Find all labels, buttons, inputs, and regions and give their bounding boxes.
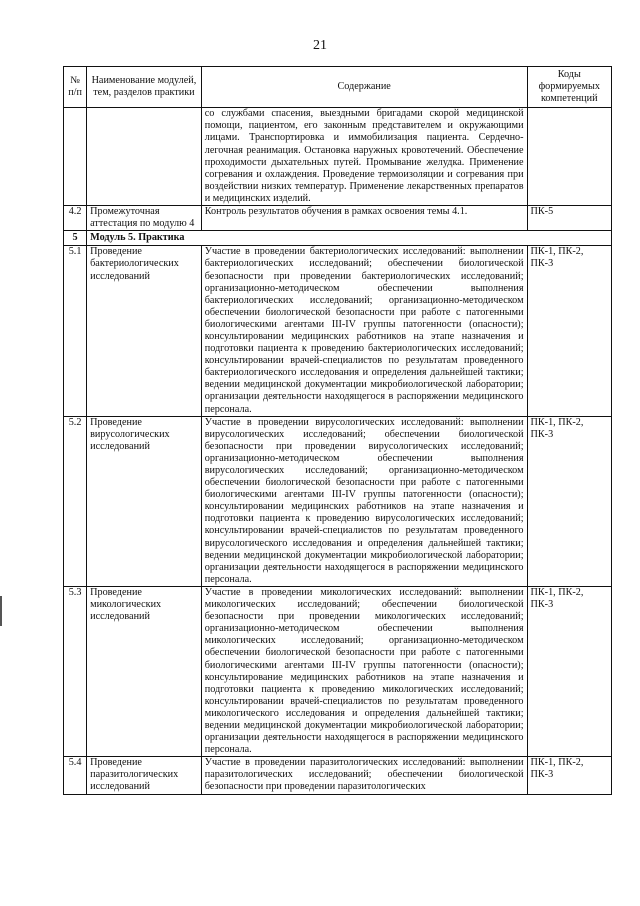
row-content: Контроль результатов обучения в рамках освоения темы 4.1. xyxy=(201,206,527,231)
row-codes: ПК-1, ПК-2, ПК-3 xyxy=(527,416,611,586)
module-5-row xyxy=(64,231,612,246)
header-name: Наименование модулей, тем, разделов практики xyxy=(87,67,202,108)
header-codes: Коды формируемых компетенций xyxy=(527,67,611,108)
row-content: Участие в проведении бактериологических исследований: выполнении бактериологических исследований; обеспечении биологической безопасности при проведении бактериологических исследований; организационно-методическом обеспечении выполнения бактериологических исследований; организационно-методическом обеспечении биологической безопасности при работе с патогенными биологическими агентами III-IV группы патогенности (опасности); консультировании медицинских работников на этапе назначения и подготовки пациента к проведению бактериологических исследований; консультировании врачей-специалистов по результатам проведенного бактериологического исследования и определения дальнейшей тактики; ведении медицинской документации микробиологической лаборатории; организации деятельности находящегося в распоряжении медицинского персонала. xyxy=(201,246,527,416)
table-row-5-3 xyxy=(64,586,612,756)
row-num: 5.4 xyxy=(64,757,87,794)
module-num: 5 xyxy=(64,231,87,246)
table-row-continuation xyxy=(64,108,612,206)
row-codes: ПК-1, ПК-2, ПК-3 xyxy=(527,246,611,416)
row-num: 4.2 xyxy=(64,206,87,231)
table-row-4-2 xyxy=(64,206,612,231)
header-num: № п/п xyxy=(64,67,87,108)
row-name: Проведение бактериологических исследований xyxy=(87,246,202,416)
table-header-row xyxy=(64,67,612,108)
page-number: 21 xyxy=(313,38,327,53)
row-content: Участие в проведении паразитологических исследований: выполнении паразитологических исследований; обеспечении биологической безопасности при проведении паразитологических xyxy=(201,757,527,794)
row-name: Проведение вирусологических исследований xyxy=(87,416,202,586)
row-content: Участие в проведении микологических исследований: выполнении микологических исследований; обеспечении биологической безопасности при проведении микологических исследований; организационно-методическом обеспечении выполнения микологических исследований; организационно-методическом обеспечении биологической безопасности при работе с патогенными биологическими агентами III-IV группы патогенности (опасности); консультирование медицинских работников на этапе назначения и подготовки пациента к проведению микологических исследований; консультировании врачей-специалистов по результатам проведенного микологического исследования и определения дальнейшей тактики; ведении медицинской документации микробиологической лаборатории; организации деятельности находящегося в распоряжении медицинского персонала. xyxy=(201,586,527,756)
row-name: Проведение паразитологических исследований xyxy=(87,757,202,794)
table-row-5-1 xyxy=(64,246,612,416)
curriculum-table xyxy=(63,66,612,795)
continuation-content: со службами спасения, выездными бригадами скорой медицинской помощи, пациентом, его законным представителем и окружающими лицами. Транспортировка и иммобилизация пациента. Сердечно-легочная реанимация. Остановка наружных кровотечений. Обеспечение проходимости дыхательных путей. Промывание желудка. Применение согревания и охлаждения. Проведение термоизоляции и согревания при воздействии низких температур. Применение лекарственных препаратов и медицинских изделий. xyxy=(201,108,527,206)
row-num: 5.2 xyxy=(64,416,87,586)
scan-edge-mark xyxy=(0,596,2,626)
table-row-5-2 xyxy=(64,416,612,586)
row-name: Промежуточная аттестация по модулю 4 xyxy=(87,206,202,231)
header-content: Содержание xyxy=(201,67,527,108)
table-row-5-4 xyxy=(64,757,612,794)
row-codes: ПК-1, ПК-2, ПК-3 xyxy=(527,757,611,794)
row-content: Участие в проведении вирусологических исследований: выполнении вирусологических исследований; обеспечении биологической безопасности при проведении вирусологических исследований; организационно-методическом обеспечении выполнения вирусологических исследований; организационно-методическом обеспечении биологической безопасности при работе с патогенными биологическими агентами III-IV группы патогенности (опасности); консультировании медицинских работников на этапе назначения и подготовки пациента к проведению вирусологических исследований; консультировании врачей-специалистов по результатам проведенного вирусологического исследования и определения дальнейшей тактики; ведении медицинской документации микробиологической лаборатории; организации деятельности находящегося в распоряжении медицинского персонала. xyxy=(201,416,527,586)
row-num: 5.1 xyxy=(64,246,87,416)
module-title: Модуль 5. Практика xyxy=(87,231,612,246)
row-name: Проведение микологических исследований xyxy=(87,586,202,756)
row-num: 5.3 xyxy=(64,586,87,756)
row-codes: ПК-1, ПК-2, ПК-3 xyxy=(527,586,611,756)
row-codes: ПК-5 xyxy=(527,206,611,231)
